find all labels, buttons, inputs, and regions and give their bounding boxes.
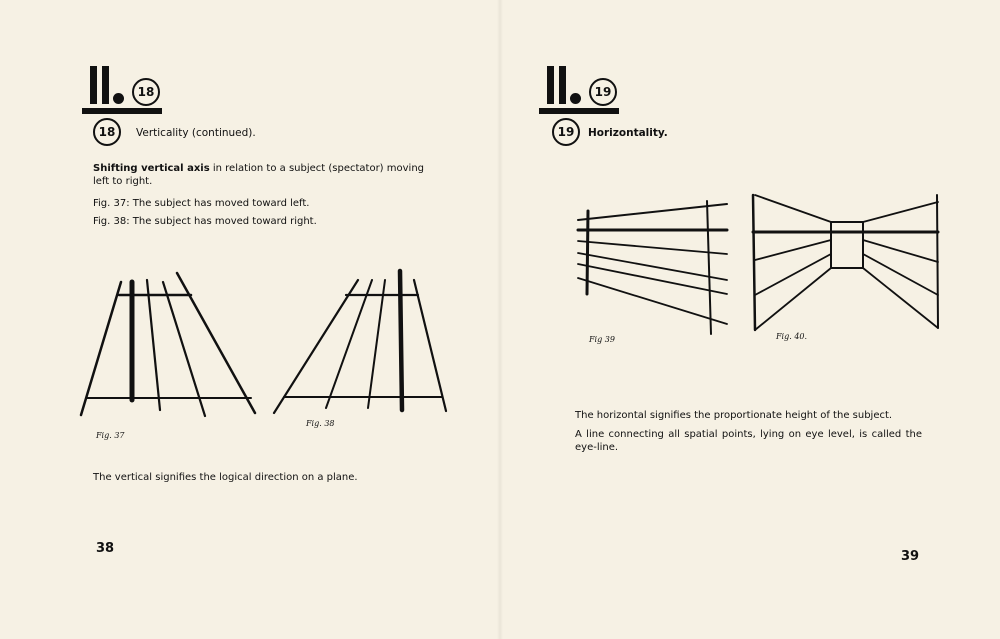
section-number-badge: 18 <box>132 78 160 106</box>
fig39-caption: Fig 39 <box>589 335 615 344</box>
fig40-converging-line <box>863 202 938 222</box>
fig38-converging-line <box>274 280 358 413</box>
fig38-converging-line <box>414 280 446 411</box>
conclusion-text: The vertical signifies the logical direction on a plane. <box>93 472 358 483</box>
figure-39 <box>570 196 735 336</box>
intro-paragraph <box>93 162 443 188</box>
fig39-converging-line <box>578 264 727 294</box>
section-emblem <box>80 66 170 116</box>
fig-note-38: Fig. 38: The subject has moved toward right. <box>93 216 317 227</box>
subsection-number-badge: 18 <box>93 118 121 146</box>
section-number-badge: 19 <box>589 78 617 106</box>
fig40-left-vertical <box>753 195 755 330</box>
fig39-converging-line <box>578 278 727 324</box>
fig37-converging-line <box>147 280 160 410</box>
intro-emphasis: Shifting vertical axis <box>93 163 210 174</box>
fig39-converging-line <box>578 204 727 220</box>
figure-37 <box>75 268 265 428</box>
horizontal-paragraph: The horizontal signifies the proportionate height of the subject. <box>575 410 893 421</box>
fig38-vertical-axis <box>400 271 402 410</box>
figure-40 <box>745 190 945 335</box>
emblem-stroke <box>90 66 97 104</box>
right-page <box>500 0 1000 639</box>
emblem-stroke <box>547 66 554 104</box>
page-number: 39 <box>901 549 920 564</box>
figure-38 <box>270 268 455 418</box>
fig39-converging-line <box>578 241 727 254</box>
fig-note-37: Fig. 37: The subject has moved toward left. <box>93 198 310 209</box>
subsection-number-badge: 19 <box>552 118 580 146</box>
fig40-converging-line <box>755 268 831 330</box>
fig40-converging-line <box>755 254 831 295</box>
intro-text: in relation to a subject (spectator) moving left to right. <box>93 163 425 187</box>
emblem-underline <box>82 108 162 114</box>
emblem-stroke <box>102 66 109 104</box>
emblem-dot <box>113 93 124 104</box>
fig37-converging-line <box>81 282 121 415</box>
emblem-underline <box>539 108 619 114</box>
fig40-converging-line <box>863 268 938 328</box>
fig39-converging-line <box>578 253 727 280</box>
emblem-stroke <box>559 66 566 104</box>
fig38-converging-line <box>368 280 385 408</box>
fig40-converging-line <box>755 240 831 260</box>
fig40-caption: Fig. 40. <box>776 332 808 341</box>
eye-line-paragraph: A line connecting all spatial points, lying on eye level, is called the eye-line. <box>575 429 922 453</box>
fig40-converging-line <box>755 195 831 222</box>
section-heading: Horizontality. <box>588 127 668 139</box>
fig37-caption: Fig. 37 <box>96 431 125 440</box>
page-number: 38 <box>96 541 115 556</box>
section-emblem <box>537 66 627 116</box>
emblem-dot <box>570 93 581 104</box>
fig39-vertical-line <box>707 201 711 334</box>
fig38-caption: Fig. 38 <box>306 419 335 428</box>
fig40-converging-line <box>863 240 938 262</box>
fig40-converging-line <box>863 254 938 295</box>
fig37-converging-line <box>163 282 205 416</box>
section-heading: Verticality (continued). <box>136 127 256 139</box>
fig38-converging-line <box>326 280 372 408</box>
